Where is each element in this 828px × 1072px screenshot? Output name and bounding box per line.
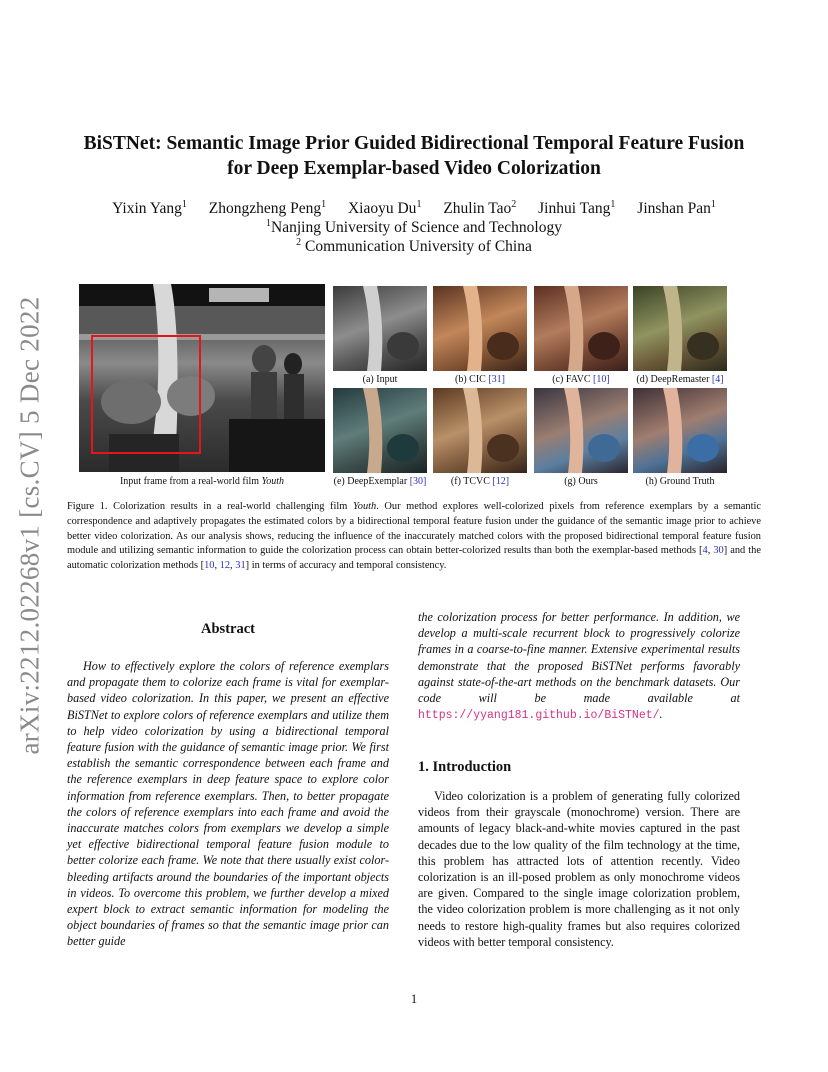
author: Jinhui Tang$^1$ <box>538 198 616 217</box>
panel-image-favc <box>534 286 628 371</box>
abstract-continued: the colorization process for better performance. In addition, we develop a multi-scale recurrent block to progressively colorize frames in a coarse-to-fine manner. Extensive experimental results demonstrate that the proposed BiSTNet performs favorably against state-of-the-art methods on the benchmark datasets. Our code will be made available at https://yyang181.github.io/BiSTNet/. <box>418 610 740 723</box>
arxiv-id-text: arXiv:2212.02268v1 [cs.CV] 5 Dec 2022 <box>14 295 45 755</box>
abstract-heading: Abstract <box>201 621 255 637</box>
input-frame-caption: Input frame from a real-world film Youth <box>119 476 285 487</box>
panel-label: (c) FAVC [10] <box>552 374 610 385</box>
panel-label: (b) CIC [31] <box>454 374 505 385</box>
author: Xiaoyu Du$^1$ <box>347 198 422 217</box>
arxiv-side-stamp <box>10 290 50 760</box>
panel-image-ground-truth <box>633 388 727 473</box>
panel-image-deepexemplar <box>333 388 427 473</box>
author-list <box>40 200 788 218</box>
panel-label: (g) Ours <box>564 476 598 487</box>
affiliation: $^2$ Communication University of China <box>296 236 532 255</box>
panel-image-tcvc <box>433 388 527 473</box>
author: Zhongzheng Peng$^1$ <box>208 198 327 217</box>
abstract-text: How to effectively explore the colors of reference exemplars and propagate them to colorize each frame is vital for exemplar-based video colorization. In this paper, we present an effective BiSTNet to explore colors of reference exemplars and utilize them to help video colorization by using a bidirectional temporal feature fusion with the guidance of semantic image prior. We first establish the semantic correspondence between each frame and the reference exemplars in deep feature space to explore color information from reference exemplars. Then, to better propagate the colors of reference exemplars into each frame and avoid the inaccurate matches colors from exemplars we develop a simple yet effective bidirectional temporal feature fusion module to better colorize each frame. We note that there usually exist color-bleeding artifacts around the boundaries of the important objects in videos. To overcome this problem, we further develop a mixed expert block to extract semantic information for modeling the object boundaries of frames so that the semantic image prior can better guide <box>67 659 389 949</box>
panel-image-deepremaster <box>633 286 727 371</box>
panel-label: (e) DeepExemplar [30] <box>333 476 427 487</box>
author: Zhulin Tao$^2$ <box>443 198 517 217</box>
page-number: 1 <box>410 992 418 1006</box>
author: Yixin Yang$^1$ <box>112 198 187 217</box>
panel-label: (h) Ground Truth <box>645 476 715 487</box>
author: Jinshan Pan$^1$ <box>637 198 716 217</box>
section-heading-introduction: 1. Introduction <box>418 759 512 775</box>
panel-image-ours <box>534 388 628 473</box>
panel-image-cic <box>433 286 527 371</box>
figure-caption: Figure 1. Colorization results in a real-world challenging film Youth. Our method explores well-colorized pixels from reference exemplars by a semantic correspondence and adaptively propagates the estimated colors by a bidirectional temporal feature fusion under the guidance of the semantic image prior to achieve better video colorization. As our analysis shows, reducing the influence of the inaccurately matched colors with the proposed bidirectional temporal feature fusion module and utilizing semantic information to guide the colorization process can obtain better-colorized results than both the exemplar-based methods [4, 30] and the automatic colorization methods [10, 12, 31] in terms of accuracy and temporal consistency. <box>67 501 761 572</box>
highlight-box <box>91 335 201 454</box>
panel-label: (d) DeepRemaster [4] <box>636 374 724 385</box>
input-frame-image <box>79 284 325 472</box>
panel-label: (a) Input <box>362 374 398 385</box>
panel-label: (f) TCVC [12] <box>450 476 510 487</box>
introduction-text: Video colorization is a problem of generating fully colorized videos from their grayscale (monochrome) version. There are amounts of legacy black-and-white movies captured in the past decades due to the low quality of the film technology at the time, this problem has attracted lots of attention recently. Video colorization is an ill-posed problem as only monochrome videos are given. Compared to the single image colorization problem, the video colorization problem is more challenging as it not only needs to restore high-quality frames but also requires colorized videos with better temporal consistency. <box>418 789 740 949</box>
panel-image-input <box>333 286 427 371</box>
project-url-link[interactable]: https://yyang181.github.io/BiSTNet/ <box>418 709 660 723</box>
affiliation: $^1$Nanjing University of Science and Technology <box>266 217 562 236</box>
paper-title: BiSTNet: Semantic Image Prior Guided Bidirectional Temporal Feature Fusion for Deep Exemplar-based Video Colorization <box>83 133 745 179</box>
